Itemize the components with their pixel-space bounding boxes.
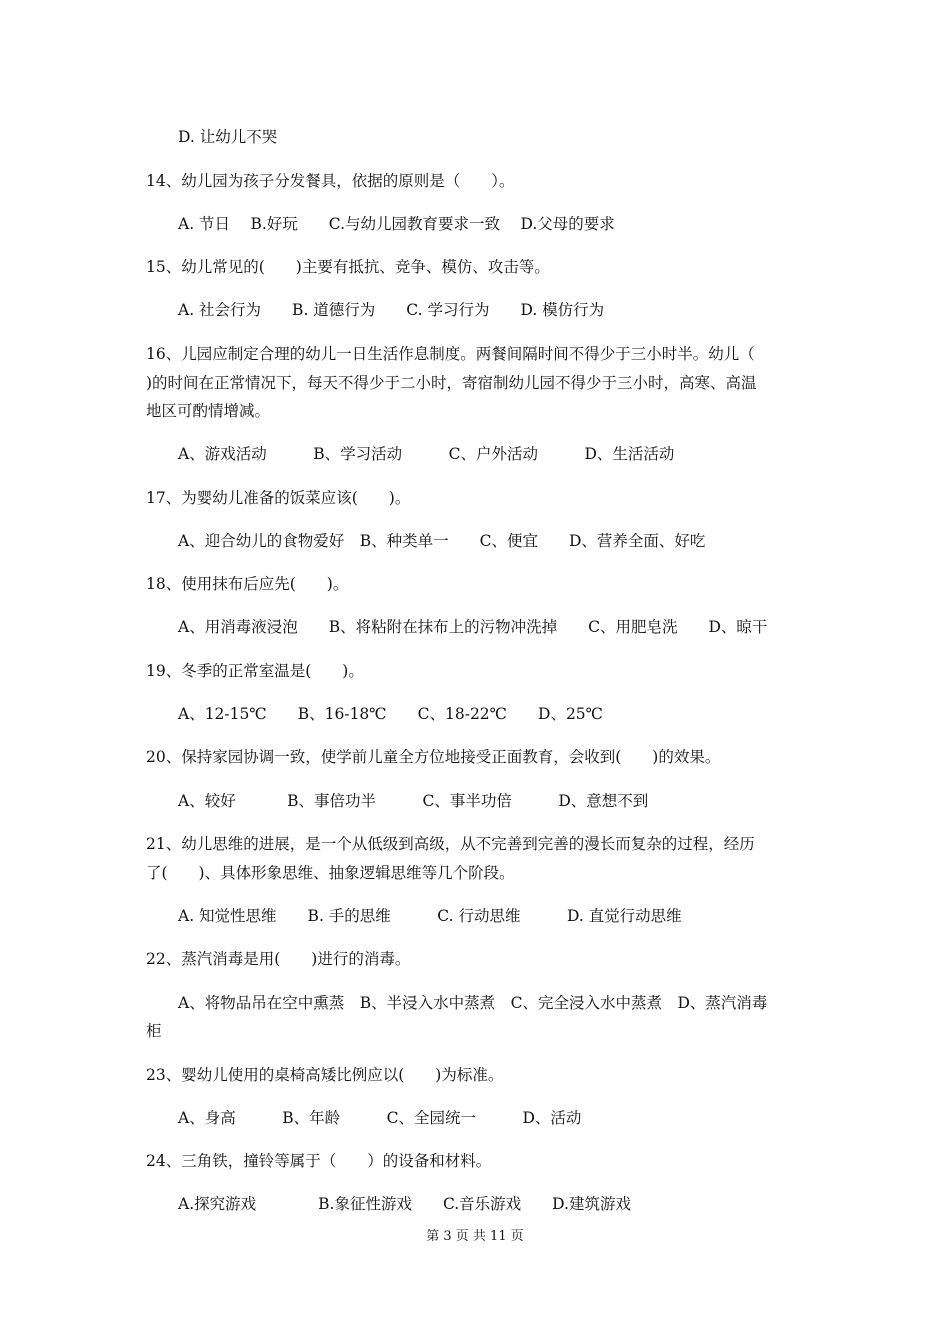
option-line: A、用消毒液浸泡 B、将粘附在抹布上的污物冲洗掉 C、用肥皂洗 D、晾干 [178, 618, 768, 636]
option-line: A.探究游戏 B.象征性游戏 C.音乐游戏 D.建筑游戏 [178, 1195, 631, 1213]
question-16-continued: )的时间在正常情况下，每天不得少于二小时，寄宿制幼儿园不得少于三小时，高寒、高温 [146, 374, 757, 392]
question-14: 14、幼儿园为孩子分发餐具，依据的原则是（ ）。 [146, 172, 515, 190]
option-line: A. 知觉性思维 B. 手的思维 C. 行动思维 D. 直觉行动思维 [178, 907, 682, 925]
question-18: 18、使用抹布后应先( )。 [146, 575, 349, 593]
question-19: 19、冬季的正常室温是( )。 [146, 662, 364, 680]
option-line: A、迎合幼儿的食物爱好 B、种类单一 C、便宜 D、营养全面、好吃 [178, 532, 706, 550]
page-footer: 第 3 页 共 11 页 [426, 1229, 524, 1244]
question-15: 15、幼儿常见的( )主要有抵抗、竞争、模仿、攻击等。 [146, 258, 550, 276]
option-line: D. 让幼儿不哭 [178, 128, 278, 146]
question-21-continued: 了( )、具体形象思维、抽象逻辑思维等几个阶段。 [146, 864, 515, 882]
option-line: A、游戏活动 B、学习活动 C、户外活动 D、生活活动 [178, 445, 675, 463]
question-22: 22、蒸汽消毒是用( )进行的消毒。 [146, 950, 411, 968]
option-line: A、12-15℃ B、16-18℃ C、18-22℃ D、25℃ [178, 705, 604, 723]
question-21: 21、幼儿思维的进展，是一个从低级到高级，从不完善到完善的漫长而复杂的过程，经历 [146, 835, 755, 853]
question-16-continued: 地区可酌情增减。 [146, 402, 271, 420]
option-line: A、将物品吊在空中熏蒸 B、半浸入水中蒸煮 C、完全浸入水中蒸煮 D、蒸汽消毒 [178, 994, 768, 1012]
option-line: A、身高 B、年龄 C、全园统一 D、活动 [178, 1109, 582, 1127]
option-line: A、较好 B、事倍功半 C、事半功倍 D、意想不到 [178, 792, 649, 810]
question-16: 16、儿园应制定合理的幼儿一日生活作息制度。两餐间隔时间不得少于三小时半。幼儿（ [146, 345, 755, 363]
option-line-continued: 柜 [146, 1022, 162, 1040]
question-17: 17、为婴幼儿准备的饭菜应该( )。 [146, 489, 411, 507]
question-20: 20、保持家园协调一致，使学前儿童全方位地接受正面教育，会收到( )的效果。 [146, 748, 721, 766]
option-line: A. 节日 B.好玩 C.与幼儿园教育要求一致 D.父母的要求 [178, 215, 615, 233]
option-line: A. 社会行为 B. 道德行为 C. 学习行为 D. 模仿行为 [178, 301, 605, 319]
question-24: 24、三角铁，撞铃等属于（ ）的设备和材料。 [146, 1152, 492, 1170]
question-23: 23、婴幼儿使用的桌椅高矮比例应以( )为标准。 [146, 1066, 504, 1084]
